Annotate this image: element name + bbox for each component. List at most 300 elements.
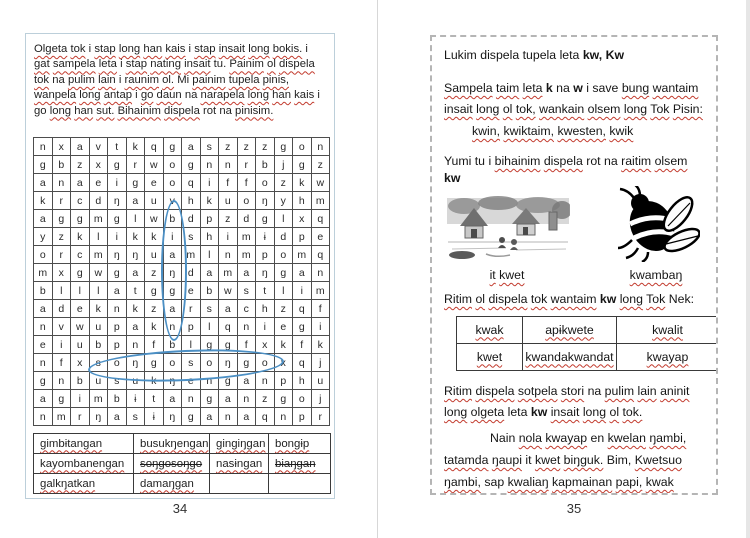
- grid-cell: q: [311, 246, 330, 264]
- word: kwin,: [472, 124, 501, 138]
- word: han: [74, 104, 94, 117]
- grid-cell: r: [52, 192, 71, 210]
- grid-cell: e: [182, 372, 201, 390]
- grid-cell: u: [145, 192, 164, 210]
- grid-cell: a: [163, 390, 182, 408]
- grid-cell: i: [163, 228, 182, 246]
- word: it: [525, 453, 532, 467]
- word: soŋgosoŋgo: [140, 457, 203, 470]
- grid-cell: i: [219, 228, 238, 246]
- word: Ritim: [444, 384, 473, 398]
- grid-cell: u: [145, 246, 164, 264]
- word: busukŋengan: [140, 437, 209, 450]
- word: Kwetsuo: [634, 453, 682, 467]
- grid-cell: h: [293, 372, 312, 390]
- word: kwet: [476, 349, 503, 364]
- word: kw: [444, 171, 461, 185]
- grid-cell: l: [274, 210, 293, 228]
- lesson-title: [444, 47, 704, 64]
- word: Sampela: [444, 81, 493, 95]
- word: rot: [203, 104, 217, 117]
- grid-cell: i: [256, 318, 275, 336]
- word-cell: [617, 317, 719, 344]
- grid-cell: g: [52, 390, 71, 408]
- word: lain: [98, 73, 116, 86]
- grid-cell: g: [108, 210, 127, 228]
- grid-cell: z: [145, 300, 164, 318]
- grid-cell: n: [34, 318, 53, 336]
- grid-cell: ŋ: [163, 264, 182, 282]
- table-row: [34, 474, 331, 494]
- word: sampela: [52, 58, 96, 71]
- grid-cell: r: [52, 246, 71, 264]
- grid-cell: f: [237, 174, 256, 192]
- grid-cell: p: [274, 372, 293, 390]
- word: kais: [294, 89, 315, 102]
- grid-cell: z: [256, 390, 275, 408]
- word: bongɨp: [275, 437, 310, 450]
- grid-cell: j: [311, 354, 330, 372]
- word: painim: [192, 73, 226, 86]
- grid-cell: d: [89, 192, 108, 210]
- word: i: [586, 81, 589, 95]
- grid-cell: s: [182, 354, 201, 372]
- grid-cell: t: [126, 282, 145, 300]
- word: stap: [125, 58, 148, 71]
- grid-cell: p: [182, 318, 201, 336]
- grid-cell: h: [200, 228, 219, 246]
- grid-cell: a: [200, 408, 219, 426]
- grid-cell: g: [274, 138, 293, 156]
- grid-cell: i: [200, 174, 219, 192]
- grid-cell: g: [145, 282, 164, 300]
- grid-cell: n: [311, 264, 330, 282]
- word: tupela: [522, 48, 557, 62]
- grid-cell: n: [34, 138, 53, 156]
- page-35: [430, 35, 718, 495]
- word-cell: [269, 454, 331, 474]
- grid-cell: p: [293, 408, 312, 426]
- word: pinis,: [262, 73, 289, 86]
- word: kwalit: [652, 322, 683, 337]
- grid-cell: a: [126, 264, 145, 282]
- grid-cell: o: [293, 138, 312, 156]
- grid-cell: z: [71, 156, 90, 174]
- grid-cell: a: [219, 390, 238, 408]
- grid-cell: u: [89, 318, 108, 336]
- grid-cell: c: [237, 300, 256, 318]
- word-list-table: [33, 433, 331, 494]
- grid-cell: l: [274, 282, 293, 300]
- word: kwet: [499, 268, 525, 282]
- word-cell: [134, 474, 210, 494]
- grid-cell: o: [163, 156, 182, 174]
- word: na: [184, 89, 198, 102]
- word: Nain: [490, 431, 516, 445]
- grid-cell: z: [311, 156, 330, 174]
- word: tok,: [515, 102, 536, 116]
- grid-cell: e: [311, 228, 330, 246]
- grid-row: [34, 408, 330, 426]
- word: ol: [475, 292, 486, 306]
- grid-cell: q: [182, 174, 201, 192]
- grid-cell: p: [108, 318, 127, 336]
- grid-cell: n: [126, 336, 145, 354]
- grid-cell: r: [71, 408, 90, 426]
- grid-cell: g: [108, 264, 127, 282]
- word: dispela: [488, 292, 528, 306]
- grid-cell: e: [182, 282, 201, 300]
- word: apɨkwete: [545, 322, 594, 337]
- grid-cell: o: [274, 246, 293, 264]
- grid-cell: n: [34, 408, 53, 426]
- grid-cell: n: [219, 246, 238, 264]
- grid-cell: m: [311, 192, 330, 210]
- word: kwelan: [607, 431, 646, 445]
- word: Pisin:: [672, 102, 703, 116]
- caption-row: [444, 267, 704, 285]
- word: save: [592, 81, 619, 95]
- grid-cell: a: [71, 174, 90, 192]
- grid-row: [34, 192, 330, 210]
- word: na: [219, 104, 232, 117]
- word-cell: [523, 317, 617, 344]
- grid-cell: a: [34, 300, 53, 318]
- grid-cell: a: [293, 264, 312, 282]
- word: bung: [621, 81, 650, 95]
- word: pulim: [604, 384, 635, 398]
- grid-cell: m: [237, 246, 256, 264]
- grid-cell: s: [108, 372, 127, 390]
- word: kwayap: [545, 431, 588, 445]
- grid-cell: x: [52, 138, 71, 156]
- grid-cell: p: [293, 228, 312, 246]
- grid-cell: q: [293, 300, 312, 318]
- grid-cell: o: [34, 246, 53, 264]
- word: long: [623, 102, 648, 116]
- grid-cell: x: [293, 210, 312, 228]
- table-row: [457, 344, 719, 371]
- grid-cell: p: [200, 210, 219, 228]
- grid-cell: d: [237, 210, 256, 228]
- grid-cell: n: [200, 156, 219, 174]
- village-figure: [446, 192, 570, 267]
- grid-cell: m: [89, 390, 108, 408]
- grid-cell: k: [126, 138, 145, 156]
- grid-row: [34, 390, 330, 408]
- grid-cell: ŋ: [108, 246, 127, 264]
- kw-words-table: [456, 316, 718, 371]
- word: kwak: [475, 322, 504, 337]
- example-words: [472, 123, 704, 140]
- word: sut.: [96, 104, 115, 117]
- grid-cell: x: [274, 354, 293, 372]
- grid-cell: b: [163, 210, 182, 228]
- word-cell: [269, 474, 331, 494]
- page-number-35: 35: [566, 501, 582, 516]
- table-row: [34, 434, 331, 454]
- grid-cell: n: [34, 354, 53, 372]
- grid-cell: m: [237, 228, 256, 246]
- grid-cell: i: [311, 318, 330, 336]
- grid-cell: t: [256, 282, 275, 300]
- grid-cell: ŋ: [89, 408, 108, 426]
- grid-cell: u: [311, 372, 330, 390]
- word: ŋaupi: [491, 453, 522, 467]
- word: han: [143, 43, 163, 55]
- word: wantaim: [550, 292, 597, 306]
- grid-cell: a: [163, 246, 182, 264]
- word: insait: [218, 43, 246, 55]
- grid-cell: a: [237, 264, 256, 282]
- word: insait: [444, 102, 473, 116]
- grid-cell: n: [200, 372, 219, 390]
- grid-cell: h: [256, 300, 275, 318]
- grid-cell: g: [293, 318, 312, 336]
- word: kwesten,: [557, 124, 606, 138]
- grid-cell: k: [293, 174, 312, 192]
- word: papi,: [615, 475, 643, 489]
- bee-illustration: [610, 186, 700, 262]
- word: olgeta: [470, 405, 505, 419]
- grid-cell: k: [145, 372, 164, 390]
- word: Bim,: [606, 453, 632, 467]
- grid-cell: e: [274, 318, 293, 336]
- word: ol.: [162, 73, 175, 86]
- word: stap: [194, 43, 216, 55]
- grid-cell: w: [89, 264, 108, 282]
- grid-cell: l: [200, 246, 219, 264]
- grid-cell: q: [145, 138, 164, 156]
- grid-cell: l: [52, 282, 71, 300]
- grid-cell: a: [34, 210, 53, 228]
- village-scene-illustration: [446, 192, 570, 262]
- word: wanpela: [34, 89, 77, 102]
- grid-cell: y: [274, 192, 293, 210]
- word: gingiŋgan: [216, 437, 266, 450]
- grid-cell: a: [126, 318, 145, 336]
- grid-cell: b: [71, 372, 90, 390]
- grid-cell: g: [52, 210, 71, 228]
- grid-cell: a: [163, 300, 182, 318]
- grid-cell: d: [182, 264, 201, 282]
- word: leta: [507, 405, 528, 419]
- grid-cell: d: [274, 228, 293, 246]
- grid-cell: k: [71, 228, 90, 246]
- word: nating: [150, 58, 181, 71]
- grid-cell: a: [108, 408, 127, 426]
- word: wankain: [539, 102, 585, 116]
- word: rot: [586, 154, 601, 168]
- grid-cell: e: [145, 174, 164, 192]
- word: kapmainan: [552, 475, 613, 489]
- grid-cell: g: [34, 156, 53, 174]
- grid-cell: q: [311, 210, 330, 228]
- grid-cell: ŋ: [108, 192, 127, 210]
- word: Yumi: [444, 154, 472, 168]
- grid-cell: x: [52, 264, 71, 282]
- word: dispela: [278, 58, 315, 71]
- grid-cell: a: [108, 282, 127, 300]
- word-cell: [134, 434, 210, 454]
- word: i: [120, 58, 123, 71]
- grid-cell: i: [108, 228, 127, 246]
- grid-cell: k: [145, 228, 164, 246]
- grid-cell: k: [274, 336, 293, 354]
- word: kwak: [645, 475, 674, 489]
- word: pulim: [67, 73, 95, 86]
- word-cell: [210, 474, 269, 494]
- grid-cell: n: [256, 372, 275, 390]
- grid-cell: u: [89, 372, 108, 390]
- grid-cell: g: [108, 156, 127, 174]
- grid-cell: s: [182, 228, 201, 246]
- grid-cell: k: [126, 300, 145, 318]
- grid-cell: u: [219, 192, 238, 210]
- grid-cell: a: [126, 192, 145, 210]
- word: tu.: [213, 58, 227, 71]
- word: kwaliaŋ: [507, 475, 549, 489]
- grid-cell: a: [34, 390, 53, 408]
- word: kwambaŋ: [629, 268, 683, 282]
- word-cell: [134, 454, 210, 474]
- grid-cell: p: [256, 246, 275, 264]
- grid-cell: h: [293, 192, 312, 210]
- bee-figure: [610, 186, 700, 267]
- grid-cell: m: [182, 246, 201, 264]
- grid-cell: r: [311, 408, 330, 426]
- grid-cell: u: [126, 372, 145, 390]
- grid-cell: l: [126, 210, 145, 228]
- word: long: [79, 89, 101, 102]
- grid-cell: s: [126, 408, 145, 426]
- word: taim: [495, 81, 520, 95]
- word: tu: [474, 154, 486, 168]
- grid-cell: g: [200, 336, 219, 354]
- grid-cell: a: [182, 138, 201, 156]
- grid-cell: x: [256, 336, 275, 354]
- grid-cell: l: [89, 228, 108, 246]
- grid-cell: a: [219, 300, 238, 318]
- grid-cell: a: [237, 372, 256, 390]
- grid-cell: z: [274, 300, 293, 318]
- word: stap: [94, 43, 116, 55]
- grid-cell: g: [274, 264, 293, 282]
- grid-cell: s: [200, 300, 219, 318]
- word: i: [488, 154, 492, 168]
- grid-cell: s: [200, 138, 219, 156]
- word-cell: [617, 344, 719, 371]
- grid-cell: b: [256, 156, 275, 174]
- word-cell: [523, 344, 617, 371]
- grid-cell: w: [311, 174, 330, 192]
- word: i: [188, 43, 192, 55]
- grid-cell: ŋ: [163, 372, 182, 390]
- grid-cell: o: [237, 192, 256, 210]
- word: kwet: [534, 453, 561, 467]
- grid-cell: b: [52, 156, 71, 174]
- grid-cell: z: [256, 138, 275, 156]
- grid-cell: g: [274, 390, 293, 408]
- grid-cell: g: [163, 138, 182, 156]
- word: olsem: [587, 102, 621, 116]
- grid-cell: k: [145, 318, 164, 336]
- grid-cell: z: [274, 174, 293, 192]
- paragraph-ritim-tok: [444, 291, 704, 308]
- word: Painim: [229, 58, 264, 71]
- illustration-row: [444, 189, 704, 267]
- grid-cell: a: [200, 264, 219, 282]
- grid-cell: s: [237, 282, 256, 300]
- grid-cell: k: [89, 300, 108, 318]
- word-cell: [210, 454, 269, 474]
- grid-cell: g: [163, 282, 182, 300]
- grid-cell: n: [182, 390, 201, 408]
- word: en: [590, 431, 605, 445]
- word: tatamda: [444, 453, 489, 467]
- grid-cell: d: [182, 210, 201, 228]
- grid-cell: a: [34, 174, 53, 192]
- grid-cell: o: [293, 390, 312, 408]
- page-34: [25, 33, 335, 499]
- word: lain: [637, 384, 657, 398]
- word: long: [582, 405, 607, 419]
- word: leta: [522, 81, 543, 95]
- grid-cell: g: [293, 156, 312, 174]
- word-cell: [34, 434, 134, 454]
- word: dispela: [475, 384, 515, 398]
- word: i: [305, 43, 308, 55]
- paragraph-sampela: [444, 78, 704, 120]
- grid-cell: f: [52, 354, 71, 372]
- word: na: [556, 81, 570, 95]
- grid-cell: u: [71, 336, 90, 354]
- word: tok: [34, 73, 50, 86]
- word: bihainim: [494, 154, 541, 168]
- word: sap: [484, 475, 505, 489]
- grid-cell: k: [34, 192, 53, 210]
- grid-cell: g: [145, 354, 164, 372]
- grid-cell: a: [71, 138, 90, 156]
- word: long: [619, 292, 643, 306]
- word: nola: [518, 431, 542, 445]
- word: long: [49, 104, 72, 117]
- word: leta: [559, 48, 580, 62]
- word: Olgeta: [34, 43, 68, 55]
- grid-cell: v: [163, 192, 182, 210]
- grid-cell: ɨ: [256, 228, 275, 246]
- grid-cell: l: [182, 336, 201, 354]
- grid-cell: m: [34, 264, 53, 282]
- grid-cell: n: [108, 300, 127, 318]
- word: wantaim: [652, 81, 699, 95]
- word-cell: [269, 434, 331, 454]
- grid-cell: o: [200, 354, 219, 372]
- word: gimbɨtangan: [40, 437, 103, 450]
- word: gat: [34, 58, 50, 71]
- grid-cell: w: [145, 156, 164, 174]
- grid-cell: s: [89, 354, 108, 372]
- grid-cell: h: [182, 192, 201, 210]
- grid-cell: g: [182, 156, 201, 174]
- grid-cell: n: [219, 156, 238, 174]
- story-paragraph: [444, 427, 704, 495]
- grid-cell: q: [219, 318, 238, 336]
- grid-cell: n: [237, 318, 256, 336]
- grid-cell: f: [293, 336, 312, 354]
- grid-cell: t: [145, 390, 164, 408]
- word: ol: [502, 102, 513, 116]
